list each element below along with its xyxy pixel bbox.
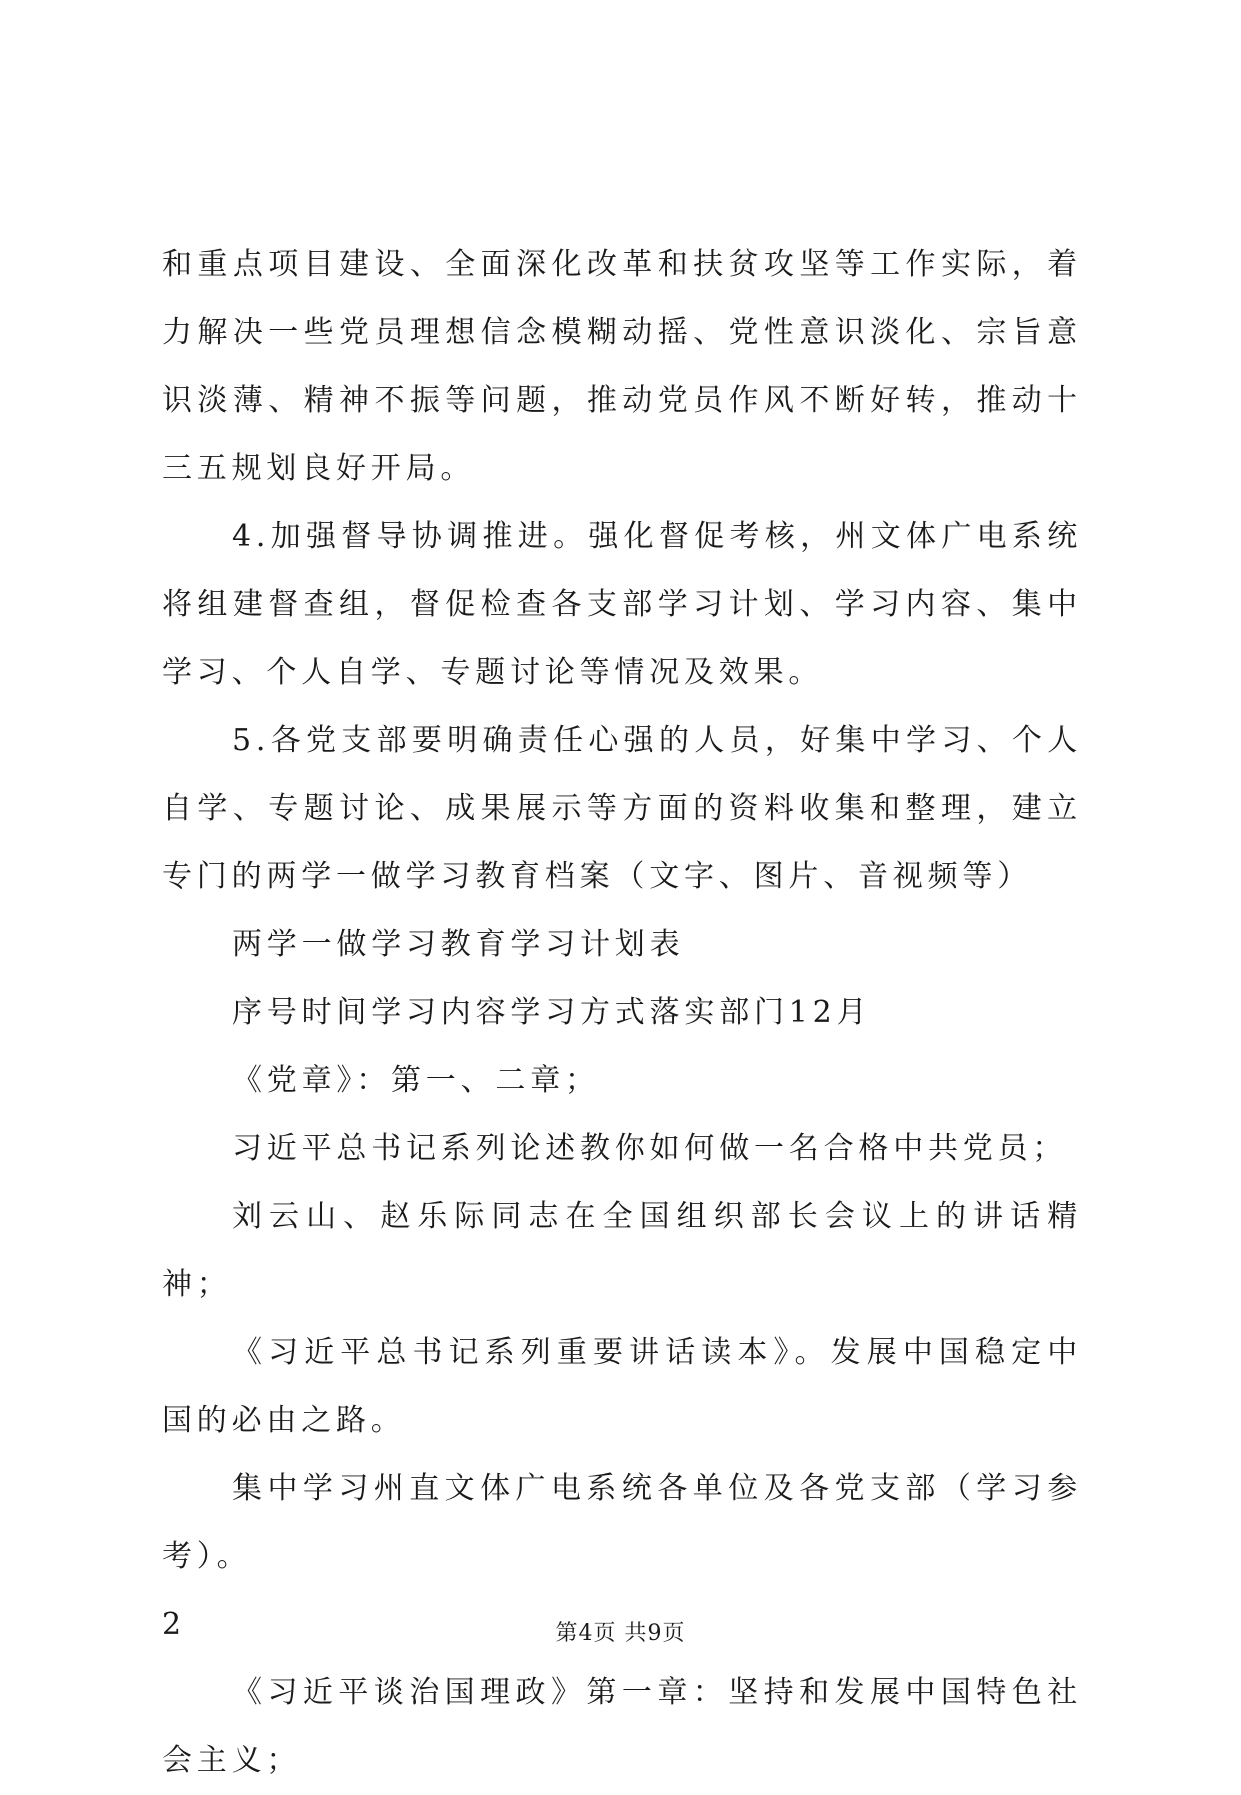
paragraph: 习近平总书记系列论述教你如何做一名合格中共党员； (232, 1131, 1068, 1166)
paragraph: 2 (162, 1607, 186, 1642)
paragraph: 《党章》：第一、二章； (232, 1063, 600, 1098)
paragraph: 序号时间学习内容学习方式落实部门12月 (232, 995, 872, 1030)
paragraph: 4.加强督导协调推进。强化督促考核，州文体广电系统将组建督查组，督促检查各支部学习计划、学习内容、集中学习、个人自学、专题讨论等情况及效果。 (162, 519, 1082, 690)
paragraph: 刘云山、赵乐际同志在全国组织部长会议上的讲话精神； (162, 1199, 1082, 1302)
paragraph: 两学一做学习教育学习计划表 (232, 927, 685, 962)
document-body (162, 231, 1082, 1795)
paragraph: 5.各党支部要明确责任心强的人员，好集中学习、个人自学、专题讨论、成果展示等方面的资料收集和整理，建立专门的两学一做学习教育档案（文字、图片、音视频等） (162, 723, 1082, 894)
page-number: 第4页 共9页 (555, 1621, 686, 1646)
paragraph: 集中学习州直文体广电系统各单位及各党支部（学习参考）。 (162, 1471, 1082, 1574)
paragraph: 和重点项目建设、全面深化改革和扶贫攻坚等工作实际，着力解决一些党员理想信念模糊动摇、党性意识淡化、宗旨意识淡薄、精神不振等问题，推动党员作风不断好转，推动十三五规划良好开局。 (162, 247, 1082, 486)
paragraph: 《习近平谈治国理政》第一章：坚持和发展中国特色社会主义； (162, 1675, 1082, 1778)
paragraph: 《习近平总书记系列重要讲话读本》。发展中国稳定中国的必由之路。 (162, 1335, 1082, 1438)
